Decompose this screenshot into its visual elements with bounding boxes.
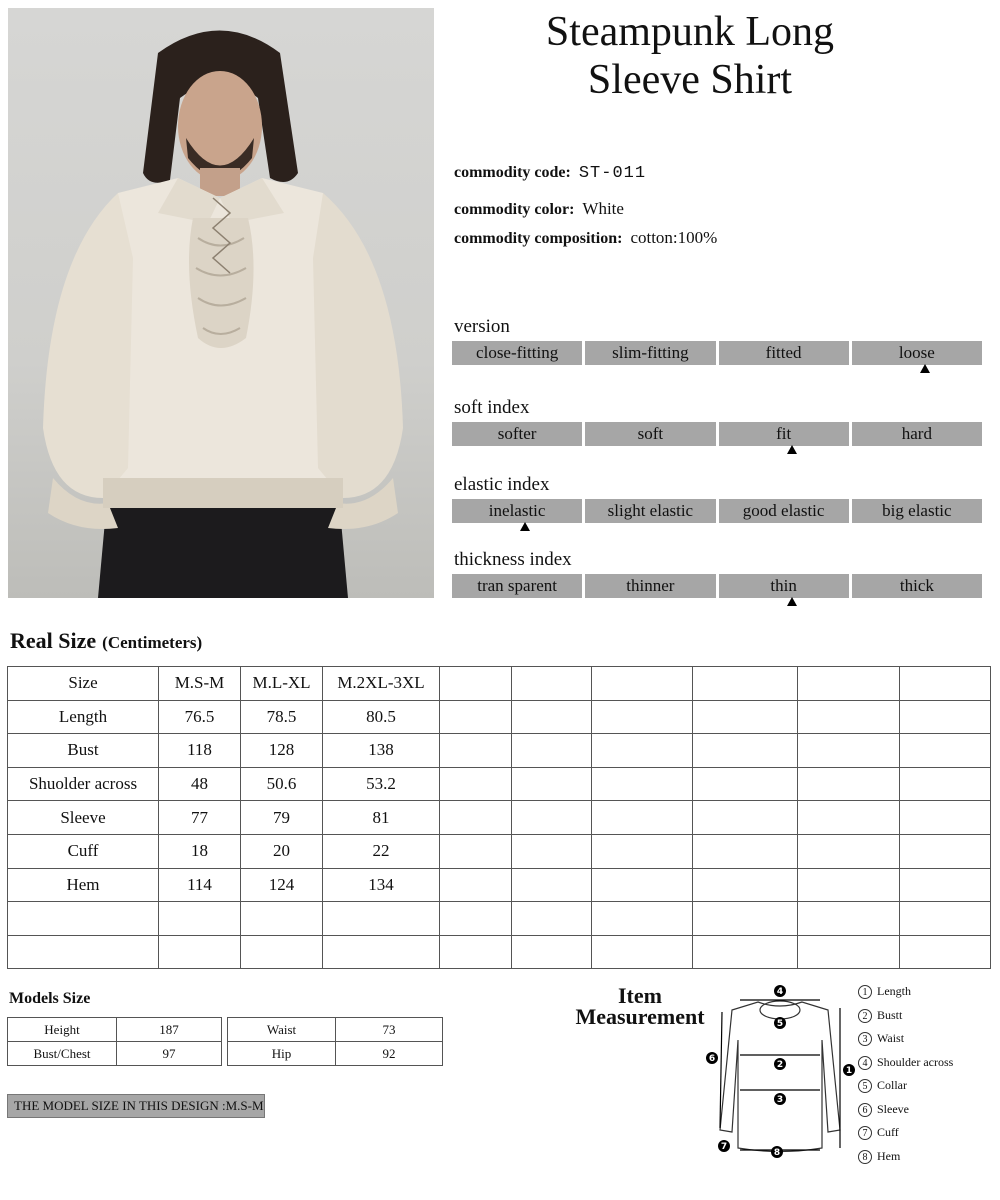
table-cell [693, 801, 798, 835]
selected-marker-triangle-icon [920, 364, 930, 373]
table-cell [512, 902, 592, 936]
legend-label: Bustt [877, 1007, 903, 1022]
legend-number: 2 [858, 1009, 872, 1023]
table-cell [900, 935, 991, 969]
table-cell [900, 801, 991, 835]
legend-label: Waist [877, 1031, 905, 1045]
svg-text:6: 6 [708, 1054, 716, 1064]
table-cell [592, 801, 693, 835]
table-cell [440, 935, 512, 969]
table-cell [592, 935, 693, 969]
selected-marker-triangle-icon [520, 522, 530, 531]
table-cell: 81 [323, 801, 440, 835]
selected-marker-triangle-icon [787, 597, 797, 606]
commodity-composition-value: cotton:100% [630, 228, 718, 247]
table-cell [512, 834, 592, 868]
legend-label: Hem [877, 1148, 901, 1163]
table-cell [798, 935, 900, 969]
table-cell [592, 902, 693, 936]
table-cell [693, 734, 798, 768]
table-cell [693, 700, 798, 734]
index-option: slight elastic [585, 499, 715, 523]
table-cell [592, 734, 693, 768]
table-cell [592, 767, 693, 801]
table-cell [323, 935, 440, 969]
table-cell [900, 868, 991, 902]
table-cell: Cuff [8, 834, 159, 868]
measurement-legend [858, 980, 953, 1168]
table-cell [440, 868, 512, 902]
model-size-row [8, 1018, 222, 1042]
table-cell [440, 700, 512, 734]
table-cell [798, 734, 900, 768]
table-cell: Sleeve [8, 801, 159, 835]
index-option: slim-fitting [585, 341, 715, 365]
size-table [7, 666, 991, 969]
svg-text:1: 1 [845, 1066, 853, 1076]
legend-item [858, 980, 953, 1004]
commodity-code-value: ST-011 [578, 164, 647, 183]
table-cell: 118 [159, 734, 241, 768]
table-cell: Bust [8, 734, 159, 768]
table-cell [512, 700, 592, 734]
table-cell [592, 700, 693, 734]
table-cell [798, 868, 900, 902]
table-cell [440, 902, 512, 936]
table-cell [440, 834, 512, 868]
table-cell [693, 667, 798, 701]
shirt-measurement-diagram [700, 980, 860, 1160]
table-row [8, 801, 991, 835]
index-scale-bar [452, 499, 982, 523]
legend-label: Collar [877, 1078, 907, 1092]
table-cell: 77 [159, 801, 241, 835]
table-cell [241, 935, 323, 969]
table-cell: 80.5 [323, 700, 440, 734]
real-size-title [10, 628, 202, 654]
table-cell [159, 902, 241, 936]
table-cell [592, 868, 693, 902]
index-title: version [454, 316, 510, 337]
table-cell [440, 801, 512, 835]
table-cell [512, 767, 592, 801]
legend-label: Length [877, 984, 911, 998]
table-cell [323, 902, 440, 936]
table-cell [798, 667, 900, 701]
model-size-note: THE MODEL SIZE IN THIS DESIGN :M.S-M [7, 1094, 265, 1118]
item-measurement-title: Item Measurement [575, 983, 705, 1029]
table-cell: Shuolder across [8, 767, 159, 801]
real-size-unit: (Centimeters) [102, 633, 203, 652]
legend-number: 3 [858, 1032, 872, 1046]
index-option: thin [719, 574, 849, 598]
table-row [8, 767, 991, 801]
table-cell [512, 868, 592, 902]
real-size-heading: Real Size [10, 628, 97, 653]
legend-number: 8 [858, 1150, 872, 1164]
table-cell [900, 834, 991, 868]
table-cell: 18 [159, 834, 241, 868]
table-cell: 124 [241, 868, 323, 902]
index-option: softer [452, 422, 582, 446]
legend-item [858, 1145, 953, 1169]
table-cell [693, 868, 798, 902]
table-cell [693, 902, 798, 936]
table-cell [592, 667, 693, 701]
table-cell [440, 734, 512, 768]
model-size-value: 187 [117, 1018, 222, 1042]
table-row [8, 734, 991, 768]
model-size-row [8, 1042, 222, 1066]
table-cell [798, 834, 900, 868]
table-cell [512, 935, 592, 969]
svg-text:4: 4 [776, 987, 784, 997]
table-cell [900, 902, 991, 936]
product-photo [8, 8, 434, 598]
model-wearing-shirt-illustration [8, 8, 434, 598]
table-cell [159, 935, 241, 969]
index-scale-bar [452, 341, 982, 365]
index-option: big elastic [852, 499, 982, 523]
models-size-title: Models Size [9, 990, 91, 1007]
legend-number: 7 [858, 1126, 872, 1140]
index-option: close-fitting [452, 341, 582, 365]
table-cell: 114 [159, 868, 241, 902]
table-cell [512, 801, 592, 835]
index-scale-bar [452, 422, 982, 446]
table-cell [693, 834, 798, 868]
model-size-label: Hip [228, 1042, 336, 1066]
selected-marker-triangle-icon [787, 445, 797, 454]
legend-item [858, 1098, 953, 1122]
index-scale-bar [452, 574, 982, 598]
table-cell [798, 801, 900, 835]
commodity-code-row [454, 164, 646, 183]
legend-item [858, 1074, 953, 1098]
index-option: soft [585, 422, 715, 446]
model-size-row [228, 1018, 443, 1042]
legend-number: 1 [858, 985, 872, 999]
commodity-composition-row [454, 228, 717, 248]
table-cell: M.2XL-3XL [323, 667, 440, 701]
table-cell [440, 667, 512, 701]
table-cell: 76.5 [159, 700, 241, 734]
legend-label: Sleeve [877, 1101, 909, 1116]
commodity-composition-label: commodity composition: [454, 230, 623, 247]
index-title: thickness index [454, 549, 572, 570]
legend-number: 6 [858, 1103, 872, 1117]
index-option: good elastic [719, 499, 849, 523]
model-size-row [228, 1042, 443, 1066]
table-row [8, 868, 991, 902]
model-size-value: 92 [336, 1042, 443, 1066]
product-title: Steampunk Long Sleeve Shirt [545, 9, 835, 103]
index-option: inelastic [452, 499, 582, 523]
table-cell [798, 700, 900, 734]
table-cell [592, 834, 693, 868]
model-size-value: 97 [117, 1042, 222, 1066]
index-option: hard [852, 422, 982, 446]
legend-label: Cuff [877, 1125, 899, 1139]
table-cell [693, 767, 798, 801]
table-cell [900, 667, 991, 701]
table-cell: 78.5 [241, 700, 323, 734]
index-option: fit [719, 422, 849, 446]
index-option: fitted [719, 341, 849, 365]
table-cell: Size [8, 667, 159, 701]
table-cell: 138 [323, 734, 440, 768]
legend-item [858, 1027, 953, 1051]
table-cell [693, 935, 798, 969]
table-cell: 79 [241, 801, 323, 835]
svg-text:3: 3 [776, 1095, 784, 1105]
svg-text:2: 2 [776, 1060, 784, 1070]
table-cell [798, 902, 900, 936]
models-size-table-left [7, 1017, 222, 1066]
table-cell: M.L-XL [241, 667, 323, 701]
models-size-table-right [227, 1017, 443, 1066]
table-cell [8, 935, 159, 969]
index-option: tran sparent [452, 574, 582, 598]
table-cell [8, 902, 159, 936]
table-cell: Length [8, 700, 159, 734]
commodity-color-label: commodity color: [454, 201, 575, 218]
table-cell: 53.2 [323, 767, 440, 801]
table-cell [798, 767, 900, 801]
table-cell: Hem [8, 868, 159, 902]
table-cell [440, 767, 512, 801]
index-option: thinner [585, 574, 715, 598]
table-cell [241, 902, 323, 936]
svg-text:7: 7 [720, 1142, 728, 1152]
table-cell: M.S-M [159, 667, 241, 701]
index-option: loose [852, 341, 982, 365]
svg-text:8: 8 [773, 1148, 781, 1158]
table-row [8, 834, 991, 868]
legend-item [858, 1004, 953, 1028]
table-cell: 48 [159, 767, 241, 801]
table-cell: 50.6 [241, 767, 323, 801]
table-cell: 22 [323, 834, 440, 868]
index-option: thick [852, 574, 982, 598]
table-cell: 20 [241, 834, 323, 868]
table-row [8, 667, 991, 701]
index-title: soft index [454, 397, 530, 418]
legend-number: 5 [858, 1079, 872, 1093]
commodity-code-label: commodity code: [454, 164, 571, 181]
legend-item [858, 1051, 953, 1075]
table-row [8, 902, 991, 936]
table-cell [512, 667, 592, 701]
index-title: elastic index [454, 474, 550, 495]
table-cell [900, 734, 991, 768]
legend-label: Shoulder across [877, 1054, 954, 1069]
svg-text:5: 5 [776, 1019, 784, 1029]
table-cell [512, 734, 592, 768]
table-cell: 134 [323, 868, 440, 902]
table-cell: 128 [241, 734, 323, 768]
legend-item [858, 1121, 953, 1145]
table-row [8, 700, 991, 734]
legend-number: 4 [858, 1056, 872, 1070]
commodity-color-row [454, 199, 624, 219]
commodity-color-value: White [582, 199, 624, 218]
table-cell [900, 700, 991, 734]
model-size-label: Waist [228, 1018, 336, 1042]
table-cell [900, 767, 991, 801]
model-size-label: Bust/Chest [8, 1042, 117, 1066]
model-size-label: Height [8, 1018, 117, 1042]
model-size-value: 73 [336, 1018, 443, 1042]
table-row [8, 935, 991, 969]
